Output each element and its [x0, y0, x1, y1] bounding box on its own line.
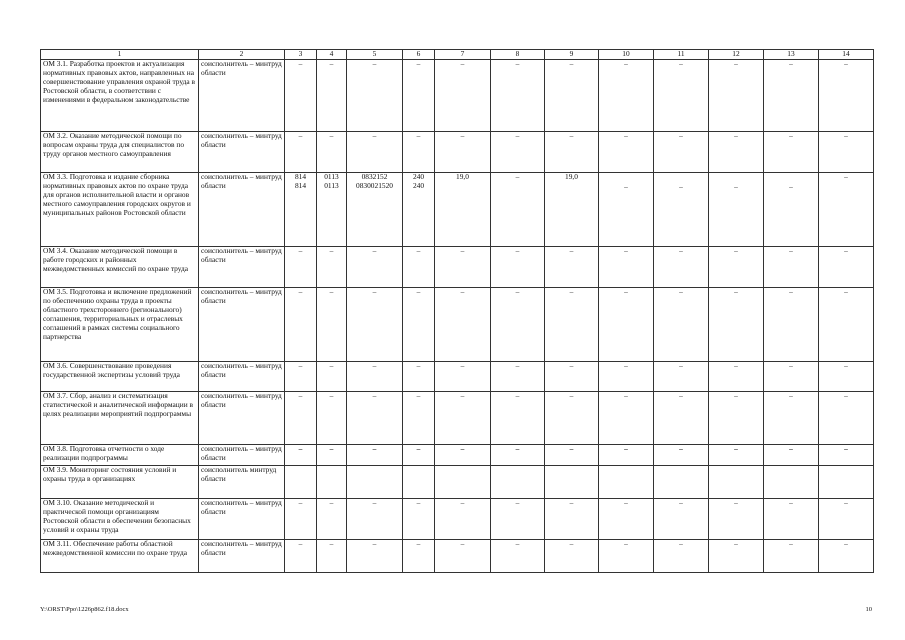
value-cell [599, 466, 654, 499]
value-cell: – [285, 540, 317, 573]
value-cell: – [403, 540, 435, 573]
value-cell: – [347, 60, 403, 132]
value-cell: – [491, 445, 545, 466]
value-cell: – [819, 288, 874, 362]
column-header: 11 [654, 50, 709, 60]
value-cell: – [347, 132, 403, 173]
value-cell: – [491, 288, 545, 362]
value-cell: – [317, 132, 347, 173]
value-cell: – [709, 288, 764, 362]
value-cell: – [545, 132, 599, 173]
value-cell: – [347, 540, 403, 573]
value-cell: – [709, 132, 764, 173]
table-row [41, 247, 874, 288]
value-cell [764, 173, 819, 247]
value-cell: – [599, 132, 654, 173]
value-cell: – [435, 499, 491, 540]
value-cell [491, 466, 545, 499]
value-cell: 19,0 [545, 173, 599, 247]
table-row [41, 445, 874, 466]
value-cell: – [764, 132, 819, 173]
value-cell: – [654, 499, 709, 540]
value-cell: – [764, 540, 819, 573]
value-cell [654, 466, 709, 499]
value-cell: – [285, 362, 317, 392]
column-header: 6 [403, 50, 435, 60]
value-cell: – [599, 362, 654, 392]
table-row [41, 60, 874, 132]
value-cell: – [435, 362, 491, 392]
value-cell: – [764, 247, 819, 288]
value-cell: – [764, 499, 819, 540]
value-cell: 0832152 0830021520 [347, 173, 403, 247]
value-cell: – [317, 60, 347, 132]
value-cell: – [654, 132, 709, 173]
value-cell: – [285, 499, 317, 540]
value-cell: – [491, 362, 545, 392]
value-cell: – [599, 540, 654, 573]
value-cell: – [403, 132, 435, 173]
table-row [41, 466, 874, 499]
column-header: 2 [199, 50, 285, 60]
value-cell: – [545, 540, 599, 573]
executor-cell: соисполнитель – минтруд области [199, 247, 285, 288]
table-row [41, 499, 874, 540]
activity-name-cell: ОМ 3.10. Оказание методической и практической помощи организациям Ростовской области в обеспечении безопасных условий и охраны труда [41, 499, 199, 540]
value-cell: – [709, 445, 764, 466]
value-cell: – [435, 288, 491, 362]
activity-name-cell: ОМ 3.5. Подготовка и включение предложений по обеспечению охраны труда в проекты областного трехстороннего (регионального) соглашения, территориальных и отраслевых соглашений в рамках системы социального партнерства [41, 288, 199, 362]
value-cell: – [491, 247, 545, 288]
value-cell: – [435, 540, 491, 573]
value-text: – [734, 182, 738, 191]
value-cell [347, 466, 403, 499]
value-cell: – [545, 392, 599, 445]
value-cell: 0113 0113 [317, 173, 347, 247]
value-cell: – [435, 60, 491, 132]
column-header: 14 [819, 50, 874, 60]
table-row [41, 392, 874, 445]
value-cell: – [709, 60, 764, 132]
activity-name-cell: ОМ 3.6. Совершенствование проведения государственной экспертизы условий труда [41, 362, 199, 392]
value-cell: – [285, 132, 317, 173]
value-cell [654, 173, 709, 247]
value-cell: – [435, 132, 491, 173]
header-row [41, 50, 874, 60]
value-cell: – [654, 445, 709, 466]
value-cell: – [491, 60, 545, 132]
value-cell: – [347, 247, 403, 288]
value-cell: – [403, 247, 435, 288]
value-cell [709, 173, 764, 247]
value-cell: – [709, 247, 764, 288]
value-cell: – [285, 445, 317, 466]
value-cell: – [317, 392, 347, 445]
value-cell: – [491, 540, 545, 573]
column-header: 4 [317, 50, 347, 60]
value-cell: – [654, 288, 709, 362]
value-cell: – [317, 540, 347, 573]
value-cell: – [285, 288, 317, 362]
value-cell: – [491, 392, 545, 445]
value-cell: 814 814 [285, 173, 317, 247]
activity-name-cell: ОМ 3.1. Разработка проектов и актуализация нормативных правовых актов, направленных на совершенствование управления охраной труда в Ростовской области, в соответствии с изменениями в федеральном законодательстве [41, 60, 199, 132]
value-cell: – [654, 362, 709, 392]
value-cell: – [435, 392, 491, 445]
value-cell: – [819, 445, 874, 466]
value-cell: – [819, 499, 874, 540]
value-cell: – [347, 392, 403, 445]
value-cell: – [654, 60, 709, 132]
value-cell: – [435, 445, 491, 466]
executor-cell: соисполнитель – минтруд области [199, 540, 285, 573]
column-header: 1 [41, 50, 199, 60]
value-cell: – [317, 445, 347, 466]
value-cell: – [491, 173, 545, 247]
value-cell [285, 466, 317, 499]
value-cell: – [654, 247, 709, 288]
value-cell: – [709, 392, 764, 445]
activity-name-cell: ОМ 3.8. Подготовка отчетности о ходе реализации подпрограммы [41, 445, 199, 466]
value-cell: – [599, 60, 654, 132]
value-cell: – [403, 445, 435, 466]
value-cell: – [545, 445, 599, 466]
value-cell: – [285, 392, 317, 445]
value-cell [317, 466, 347, 499]
value-cell: – [347, 445, 403, 466]
value-cell: – [545, 60, 599, 132]
activity-name-cell: ОМ 3.11. Обеспечение работы областной межведомственной комиссии по охране труда [41, 540, 199, 573]
value-cell: – [491, 132, 545, 173]
activity-name-cell: ОМ 3.3. Подготовка и издание сборника нормативных правовых актов по охране труда для органов исполнительной власти и органов местного самоуправления городских округов и муниципальных районов Ростовской области [41, 173, 199, 247]
value-cell: – [403, 392, 435, 445]
value-cell: – [403, 60, 435, 132]
executor-cell: соисполнитель – минтруд области [199, 132, 285, 173]
value-cell: – [491, 499, 545, 540]
executor-cell: соисполнитель – минтруд области [199, 392, 285, 445]
value-cell [435, 466, 491, 499]
executor-cell: соисполнитель – минтруд области [199, 173, 285, 247]
table-row [41, 540, 874, 573]
value-cell: – [709, 499, 764, 540]
value-cell: – [599, 288, 654, 362]
value-cell: – [403, 288, 435, 362]
activity-name-cell: ОМ 3.2. Оказание методической помощи по вопросам охраны труда для специалистов по труду органов местного самоуправления [41, 132, 199, 173]
activity-name-cell: ОМ 3.7. Сбор, анализ и систематизация статистической и аналитической информации в целях реализации мероприятий подпрограммы [41, 392, 199, 445]
value-cell: – [545, 288, 599, 362]
value-cell [764, 466, 819, 499]
value-cell: – [347, 362, 403, 392]
value-cell [709, 466, 764, 499]
column-header: 8 [491, 50, 545, 60]
executor-cell: соисполнитель – минтруд области [199, 60, 285, 132]
column-header: 10 [599, 50, 654, 60]
executor-cell: соисполнитель – минтруд области [199, 362, 285, 392]
value-cell: – [764, 445, 819, 466]
value-cell [545, 466, 599, 499]
executor-cell: соисполнитель – минтруд области [199, 445, 285, 466]
value-cell: – [545, 247, 599, 288]
value-text: – [679, 182, 683, 191]
executor-cell: соисполнитель – минтруд области [199, 499, 285, 540]
table-row [41, 362, 874, 392]
value-cell: – [764, 392, 819, 445]
value-cell: – [599, 445, 654, 466]
table-row [41, 132, 874, 173]
value-cell: – [599, 499, 654, 540]
value-cell: – [347, 288, 403, 362]
footer-file-path: Y:\ORST\Ppo\1226p862.f18.docx [40, 606, 129, 613]
value-cell: – [317, 362, 347, 392]
value-cell: – [317, 499, 347, 540]
value-cell: – [819, 132, 874, 173]
value-cell: – [545, 362, 599, 392]
value-cell: – [285, 60, 317, 132]
value-cell: – [819, 540, 874, 573]
table-row [41, 173, 874, 247]
value-cell: 19,0 [435, 173, 491, 247]
value-text: – [624, 182, 628, 191]
value-cell: – [819, 60, 874, 132]
value-cell [819, 466, 874, 499]
value-cell: – [654, 540, 709, 573]
value-cell: – [347, 499, 403, 540]
column-header: 5 [347, 50, 403, 60]
value-cell: – [819, 392, 874, 445]
value-cell: – [403, 499, 435, 540]
value-cell: – [764, 288, 819, 362]
page-number: 10 [865, 606, 872, 613]
value-cell: – [764, 362, 819, 392]
value-cell: – [599, 247, 654, 288]
value-cell: – [599, 392, 654, 445]
value-cell: – [764, 60, 819, 132]
value-cell: – [435, 247, 491, 288]
activity-name-cell: ОМ 3.9. Мониторинг состояния условий и охраны труда в организациях [41, 466, 199, 499]
column-header: 3 [285, 50, 317, 60]
column-header: 7 [435, 50, 491, 60]
data-table [40, 49, 874, 573]
value-cell [403, 466, 435, 499]
value-cell: – [819, 247, 874, 288]
value-cell: 240 240 [403, 173, 435, 247]
column-header: 12 [709, 50, 764, 60]
executor-cell: соисполнитель минтруд области [199, 466, 285, 499]
table-row [41, 288, 874, 362]
column-header: 13 [764, 50, 819, 60]
value-cell: – [317, 288, 347, 362]
value-cell: – [819, 173, 874, 247]
value-cell: – [709, 540, 764, 573]
value-cell [599, 173, 654, 247]
value-cell: – [317, 247, 347, 288]
executor-cell: соисполнитель – минтруд области [199, 288, 285, 362]
value-cell: – [819, 362, 874, 392]
value-text: – [789, 182, 793, 191]
column-header: 9 [545, 50, 599, 60]
value-cell: – [403, 362, 435, 392]
value-cell: – [545, 499, 599, 540]
activity-name-cell: ОМ 3.4. Оказание методической помощи в работе городских и районных межведомственных комиссий по охране труда [41, 247, 199, 288]
value-cell: – [654, 392, 709, 445]
value-cell: – [709, 362, 764, 392]
value-cell: – [285, 247, 317, 288]
